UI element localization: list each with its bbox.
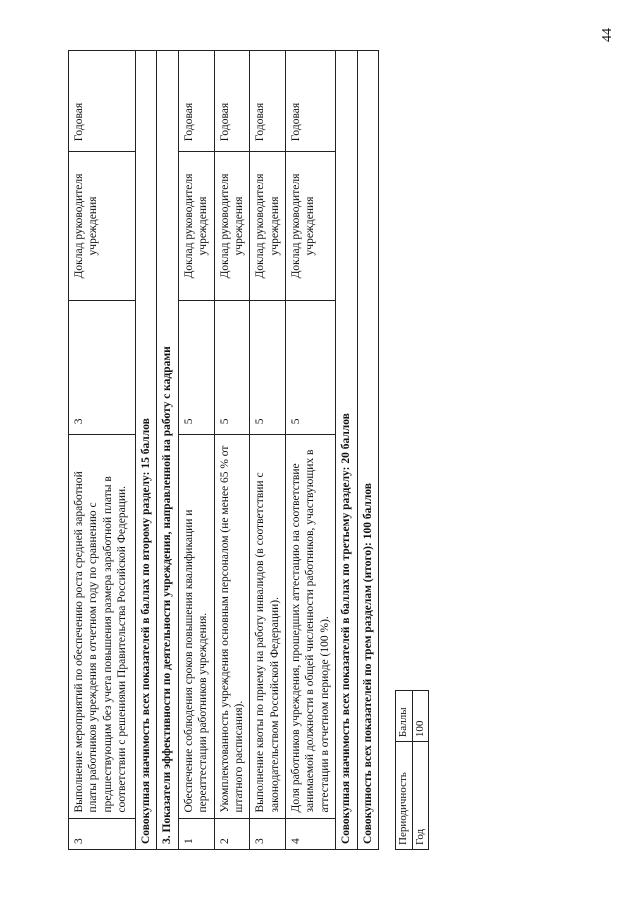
indicator-description: Обеспечение соблюдения сроков повышения квалификации и переаттестации работников учреждения. bbox=[178, 435, 214, 818]
period-header: Периодичность bbox=[395, 742, 412, 850]
indicator-period: Годовая bbox=[286, 51, 336, 152]
table-row bbox=[250, 51, 286, 850]
indicator-score: 5 bbox=[214, 300, 250, 434]
table-row bbox=[286, 51, 336, 850]
table-row bbox=[178, 51, 214, 850]
indicators-table bbox=[68, 50, 379, 850]
period-value: Год bbox=[412, 742, 429, 850]
indicator-source: Доклад руководителя учреждения bbox=[286, 152, 336, 301]
period-table-row bbox=[412, 691, 429, 850]
indicator-score: 3 bbox=[69, 300, 136, 434]
row-number: 3 bbox=[69, 818, 136, 849]
indicator-description: Выполнение квоты по приему на работу инвалидов (в соответствии с законодательством Российской Федерации). bbox=[250, 435, 286, 818]
summary-section-2: Совокупная значимость всех показателей в баллах по второму разделу: 15 баллов bbox=[136, 51, 157, 850]
table-row bbox=[214, 51, 250, 850]
summary-total: Совокупность всех показателей по трем разделам (итого): 100 баллов bbox=[357, 51, 378, 850]
indicator-period: Годовая bbox=[250, 51, 286, 152]
indicator-period: Годовая bbox=[178, 51, 214, 152]
row-number: 1 bbox=[178, 818, 214, 849]
indicator-description: Укомплектованность учреждения основным персоналом (не менее 65 % от штатного расписания). bbox=[214, 435, 250, 818]
points-value: 100 bbox=[412, 691, 429, 742]
indicator-score: 5 bbox=[178, 300, 214, 434]
indicator-period: Годовая bbox=[214, 51, 250, 152]
row-number: 4 bbox=[286, 818, 336, 849]
indicator-score: 5 bbox=[286, 300, 336, 434]
period-table bbox=[395, 690, 430, 850]
indicator-source: Доклад руководителя учреждения bbox=[178, 152, 214, 301]
indicator-description: Выполнение мероприятий по обеспечению роста средней заработной платы работников учреждения в отчетном году по сравнению с предшествующим без учета повышения размера заработной платы в соответствии с решениями Правительства Российской Федерации. bbox=[69, 435, 136, 818]
summary-section-3: Совокупная значимость всех показателей в баллах по третьему разделу: 20 баллов bbox=[336, 51, 357, 850]
indicator-source: Доклад руководителя учреждения bbox=[69, 152, 136, 301]
table-row bbox=[69, 51, 136, 850]
period-table-header-row bbox=[395, 691, 412, 850]
indicator-score: 5 bbox=[250, 300, 286, 434]
page-number: 44 bbox=[600, 28, 615, 42]
points-header: Баллы bbox=[395, 691, 412, 742]
summary-row-section-2 bbox=[136, 51, 157, 850]
row-number: 3 bbox=[250, 818, 286, 849]
summary-row-section-3 bbox=[336, 51, 357, 850]
document-body bbox=[68, 50, 429, 850]
indicator-source: Доклад руководителя учреждения bbox=[250, 152, 286, 301]
indicator-description: Доля работников учреждения, прошедших аттестацию на соответствие занимаемой должности в общей численности работников, участвующих в аттестации в отчетном периоде (100 %). bbox=[286, 435, 336, 818]
indicator-source: Доклад руководителя учреждения bbox=[214, 152, 250, 301]
section-3-header-row bbox=[157, 51, 178, 850]
row-number: 2 bbox=[214, 818, 250, 849]
spacer bbox=[379, 50, 395, 850]
indicator-period: Годовая bbox=[69, 51, 136, 152]
section-3-title: 3. Показатели эффективности по деятельности учреждения, направленной на работу с кадрами bbox=[157, 51, 178, 850]
summary-row-total bbox=[357, 51, 378, 850]
